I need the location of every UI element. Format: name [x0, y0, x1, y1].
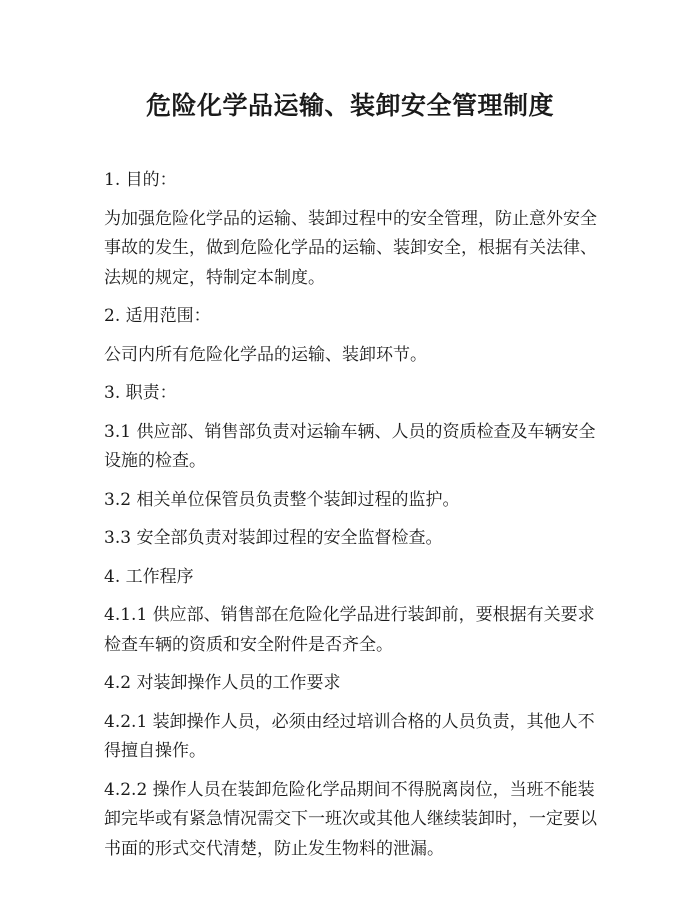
- scope-text: 公司内所有危险化学品的运输、装卸环节。: [104, 344, 427, 365]
- section-heading-purpose: 1. 目的：: [104, 170, 177, 190]
- procedure-item-4-2-2: 4.2.2 操作人员在装卸危险化学品期间不得脱离岗位，当班不能装卸完毕或有紧急情况需交下一班次或其他人继续装卸时，一定要以书面的形式交代清楚，防止发生物料的泄漏。: [104, 779, 597, 859]
- section-heading-scope: 2. 适用范围：: [104, 306, 211, 326]
- procedure-item-4-1-1: 4.1.1 供应部、销售部在危险化学品进行装卸前，要根据有关要求检查车辆的资质和安全附件是否齐全。: [104, 605, 595, 655]
- procedure-heading-4-2: 4.2 对装卸操作人员的工作要求: [104, 673, 341, 693]
- responsibility-item-3-1: 3.1 供应部、销售部负责对运输车辆、人员的资质检查及车辆安全设施的检查。: [104, 421, 596, 471]
- responsibility-item-3-3: 3.3 安全部负责对装卸过程的安全监督检查。: [104, 528, 443, 548]
- responsibility-item-3-2: 3.2 相关单位保管员负责整个装卸过程的监护。: [104, 489, 460, 510]
- document-title: 危险化学品运输、装卸安全管理制度: [145, 91, 554, 120]
- document-body: [104, 166, 604, 873]
- section-heading-procedure: 4. 工作程序: [104, 566, 194, 587]
- procedure-item-4-2-1: 4.2.1 装卸操作人员，必须由经过培训合格的人员负责，其他人不得擅自操作。: [104, 711, 595, 761]
- purpose-text: 为加强危险化学品的运输、装卸过程中的安全管理，防止意外安全事故的发生，做到危险化学品的运输、装卸安全，根据有关法律、法规的规定，特制定本制度。: [104, 208, 597, 288]
- section-heading-responsibilities: 3. 职责：: [104, 383, 177, 403]
